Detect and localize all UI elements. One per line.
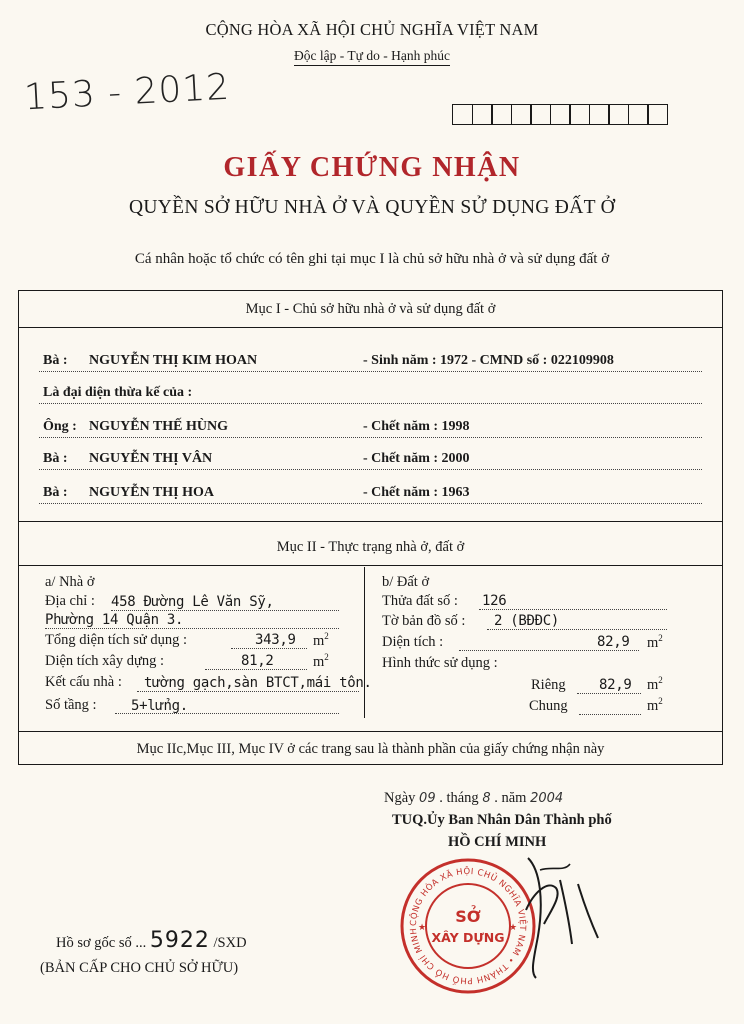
- dotted-line: [487, 629, 667, 630]
- unit-sup: 2: [658, 633, 663, 643]
- divider: [19, 521, 722, 522]
- certificate-title: GIẤY CHỨNG NHẬN: [223, 152, 521, 183]
- private-value: 82,9: [599, 677, 632, 693]
- total-area-value: 343,9: [255, 632, 296, 648]
- heir-prefix: Bà :: [43, 485, 68, 500]
- record-dots: ...: [135, 935, 150, 951]
- divider: [19, 731, 722, 732]
- dotted-line: [39, 403, 702, 404]
- section2-footer-note: Mục IIc,Mục III, Mục IV ở các trang sau là thành phần của giấy chứng nhận này: [136, 741, 605, 757]
- heir-info: - Chết năm : 1963: [363, 485, 470, 500]
- dotted-line: [39, 469, 702, 470]
- issue-note: (BẢN CẤP CHO CHỦ SỞ HỮU): [40, 960, 239, 976]
- dotted-line: [39, 437, 702, 438]
- unit: m: [313, 653, 325, 670]
- usage-label: Hình thức sử dụng :: [382, 655, 498, 671]
- plot-value: 126: [482, 593, 507, 609]
- serial-box: [530, 104, 551, 125]
- unit-sup: 2: [324, 631, 329, 641]
- day-label: Ngày: [384, 790, 416, 806]
- dotted-line: [111, 610, 339, 611]
- dotted-line: [579, 714, 641, 715]
- nation-header: CỘNG HÒA XÃ HỘI CHỦ NGHĨA VIỆT NAM: [205, 20, 539, 39]
- unit-sup: 2: [658, 696, 663, 706]
- issue-date: [384, 790, 563, 807]
- serial-box: [452, 104, 473, 125]
- record-number-value: 5922: [149, 928, 210, 953]
- seal-inner-ring: [426, 884, 510, 968]
- owner-prefix: Bà :: [43, 353, 68, 368]
- handwritten-number: 153 - 2012: [23, 66, 232, 119]
- column-divider: [364, 567, 365, 718]
- heir-name: NGUYỄN THẾ HÙNG: [89, 419, 228, 434]
- shared-unit: [647, 696, 663, 715]
- record-number: [56, 928, 247, 953]
- address-line2: Phường 14 Quận 3.: [45, 612, 184, 628]
- seal-star-icon: ★: [418, 923, 427, 933]
- record-label: Hồ sơ gốc số: [56, 935, 132, 951]
- dotted-line: [577, 693, 641, 694]
- year-value: 2004: [530, 791, 564, 806]
- dotted-line: [231, 648, 307, 649]
- heir-info: - Chết năm : 2000: [363, 451, 470, 466]
- seal-star-icon: ★: [509, 923, 518, 933]
- dotted-line: [39, 503, 702, 504]
- map-label: Tờ bản đồ số :: [382, 613, 466, 629]
- dotted-line: [479, 609, 667, 610]
- serial-box: [608, 104, 629, 125]
- dotted-line: [137, 691, 359, 692]
- seal-center-top: SỞ: [455, 907, 481, 926]
- year-label: năm: [501, 790, 527, 806]
- unit: m: [647, 697, 659, 714]
- dotted-line: [39, 371, 702, 372]
- handwritten-signature-icon: [500, 840, 610, 980]
- certificate-subtitle: QUYỀN SỞ HỮU NHÀ Ở VÀ QUYỀN SỬ DỤNG ĐẤT Ở: [128, 197, 615, 218]
- heir-prefix: Bà :: [43, 451, 68, 466]
- address-label: Địa chỉ :: [45, 593, 95, 609]
- floors-value: 5+lửng.: [131, 698, 188, 714]
- section2-title: Mục II - Thực trạng nhà ở, đất ở: [276, 539, 465, 555]
- floors-label: Số tầng :: [45, 697, 97, 713]
- land-area-unit: [647, 633, 663, 652]
- address-line1: 458 Đường Lê Văn Sỹ,: [111, 594, 274, 610]
- serial-box: [491, 104, 512, 125]
- unit: m: [647, 676, 659, 693]
- total-area-label: Tổng diện tích sử dụng :: [45, 632, 187, 648]
- heir-name: NGUYỄN THỊ HOA: [89, 485, 214, 500]
- date-dots: .: [494, 790, 502, 806]
- signing-org-line1: TUQ.Ủy Ban Nhân Dân Thành phố: [392, 812, 612, 828]
- certificate-content-box: [18, 290, 723, 765]
- heir-name: NGUYỄN THỊ VÂN: [89, 451, 213, 466]
- unit: m: [313, 632, 325, 649]
- dotted-line: [45, 628, 339, 629]
- day-value: 09: [419, 791, 436, 806]
- motto: [0, 48, 744, 64]
- land-area-label: Diện tích :: [382, 634, 444, 650]
- owner-name: NGUYỄN THỊ KIM HOAN: [89, 353, 258, 368]
- unit: m: [647, 634, 659, 651]
- seal-center-bottom: XÂY DỰNG: [431, 930, 505, 945]
- record-suffix: /SXD: [213, 935, 247, 951]
- motto-text: Độc lập - Tự do - Hạnh phúc: [294, 48, 450, 66]
- dotted-line: [115, 713, 339, 714]
- structure-value: tường gạch,sàn BTCT,mái tôn.: [144, 675, 372, 691]
- serial-box: [647, 104, 668, 125]
- seal-ring-text: CỘNG HÒA XÃ HỘI CHỦ NGHĨA VIỆT NAM • THÀNH PHỐ HỒ CHÍ MINH: [408, 866, 528, 986]
- heir-info: - Chết năm : 1998: [363, 419, 470, 434]
- land-area-value: 82,9: [597, 634, 630, 650]
- total-area-unit: [313, 631, 329, 650]
- divider: [19, 327, 722, 328]
- serial-box: [569, 104, 590, 125]
- certificate-intro: Cá nhân hoặc tổ chức có tên ghi tại mục I là chủ sở hữu nhà ở và sử dụng đất ở: [134, 251, 610, 267]
- unit-sup: 2: [658, 675, 663, 685]
- heir-prefix: Ông :: [43, 419, 77, 434]
- date-dots: .: [439, 790, 447, 806]
- divider: [19, 565, 722, 566]
- build-area-value: 81,2: [241, 653, 274, 669]
- serial-number-boxes: [452, 104, 667, 125]
- land-heading: b/ Đất ở: [382, 574, 430, 590]
- section1-title: Mục I - Chủ sở hữu nhà ở và sử dụng đất ở: [245, 301, 496, 317]
- build-area-label: Diện tích xây dựng :: [45, 653, 165, 669]
- unit-sup: 2: [324, 652, 329, 662]
- plot-label: Thửa đất số :: [382, 593, 458, 609]
- private-label: Riêng: [531, 677, 566, 693]
- build-area-unit: [313, 652, 329, 671]
- dotted-line: [459, 650, 639, 651]
- signing-org-line2: HỒ CHÍ MINH: [448, 834, 547, 850]
- serial-box: [589, 104, 610, 125]
- dotted-line: [205, 669, 307, 670]
- serial-box: [472, 104, 493, 125]
- structure-label: Kết cấu nhà :: [45, 674, 122, 690]
- owner-info: - Sinh năm : 1972 - CMND số : 022109908: [363, 353, 614, 368]
- serial-box: [550, 104, 571, 125]
- map-value: 2 (BĐĐC): [494, 613, 560, 629]
- month-label: tháng: [446, 790, 479, 806]
- private-unit: [647, 675, 663, 694]
- serial-box: [511, 104, 532, 125]
- month-value: 8: [482, 791, 491, 806]
- serial-box: [628, 104, 649, 125]
- representative-label: Là đại diện thừa kế của :: [43, 385, 193, 400]
- house-heading: a/ Nhà ở: [45, 574, 95, 590]
- shared-label: Chung: [529, 698, 568, 714]
